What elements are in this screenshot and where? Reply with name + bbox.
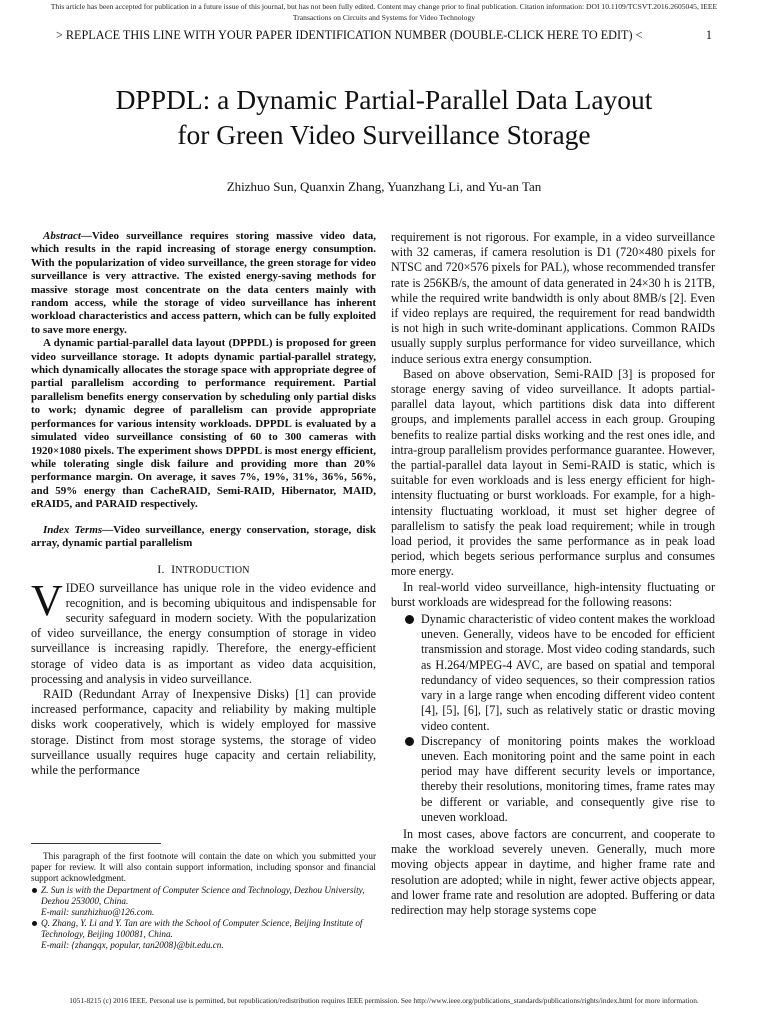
author-list: Zhizhuo Sun, Quanxin Zhang, Yuanzhang Li, and Yu-an Tan (226, 179, 542, 194)
drop-cap: V (31, 575, 63, 625)
affiliation-2-text: Q. Zhang, Y. Li and Y. Tan are with the School of Computer Science, Beijing Institute of Technology, Beijing 100081, China. (41, 918, 363, 940)
abstract-text-1: Video surveillance requires storing massive video data, which results in the rapid increasing of storage energy consumption. With the popularization of video surveillance, the green storage for video surveillance is very attractive. The existed energy-saving methods for massive storage most concentrate on the data centers mainly with random access, while the storage of video surveillance has inherent workload characteristics and access pattern, which can be fully exploited to save more energy. (31, 230, 376, 336)
list-item-text: Discrepancy of monitoring points makes the workload uneven. Each monitoring point and the same point in each period may have different security levels or importance, thereby their resolutions, monitoring times, frame rates may be different or variable, and consequently give rise to uneven workload. (421, 733, 715, 824)
affiliation-2 (31, 918, 376, 951)
affiliation-1 (31, 885, 376, 918)
affiliation-1-text: Z. Sun is with the Department of Computer Science and Technology, Dezhou University, Dezhou 253000, China. (41, 884, 365, 906)
intro-paragraph-1-text: IDEO surveillance has unique role in the video evidence and recognition, and is becoming ubiquitous and indispensable for security safeguard in modern society. With the popularization of video surveillance, the energy consumption of storage in video surveillance is increasing rapidly. Therefore, the energy-efficient storage of video data is as important as video data acquisition, processing and analysis in video surveillance. (31, 580, 376, 686)
running-head (56, 28, 712, 42)
index-terms-dash: — (102, 523, 114, 536)
running-head-text: > REPLACE THIS LINE WITH YOUR PAPER IDENTIFICATION NUMBER (DOUBLE-CLICK HERE TO EDIT) < (56, 28, 643, 42)
publication-banner (20, 2, 748, 23)
abstract-paragraph-1 (31, 230, 376, 337)
title-line-2: for Green Video Surveillance Storage (177, 119, 591, 150)
page-number: 1 (705, 28, 712, 42)
bullet-icon (32, 888, 37, 893)
section-heading-introduction (31, 562, 376, 578)
list-item (391, 612, 715, 734)
index-terms (31, 524, 376, 551)
copyright-footer: 1051-8215 (c) 2016 IEEE. Personal use is permitted, but republication/redistribution requires IEEE permission. See http://www.ieee.org/publications_standards/publications/rights/index.html for more information. (69, 996, 699, 1005)
right-paragraph-2: Based on above observation, Semi-RAID [3] is proposed for storage energy saving of video surveillance. It adopts partial-parallel data layout, which partitions disk data into different groups, and implements parallel access in each group. Grouping benefits to realize partial disks working and the rest ones idle, and intra-group parallelism provides performance guarantee. However, the partial-parallel data layout in Semi-RAID is static, which is suitable for even workloads and is less energy efficient for high-intensity fluctuating or burst workloads. For example, for a high-intensity fluctuating workload, it must set higher degree of parallelism to satisfy the peak load requirement; while in trough load period, it provides the same performance as in peak load period, which begets serious performance surplus and consumes more energy. (391, 366, 715, 579)
paper-title (40, 82, 728, 152)
left-column (31, 230, 376, 778)
intro-paragraph-2: RAID (Redundant Array of Inexpensive Disks) [1] can provide increased performance, capacity and reliability by making multiple disks work cooperatively, which is widely employed for massive storage. Distinct from most storage systems, the storage of video surveillance usually requires huge capacity and certain reliability, while the performance (31, 686, 376, 777)
intro-paragraph-1 (31, 575, 376, 687)
right-paragraph-1: requirement is not rigorous. For example, in a video surveillance with 32 cameras, if camera resolution is D1 (720×480 pixels for NTSC and 720×576 pixels for PAL), whose recommended transfer rate is 256KB/s, the amount of data generated in 24×30 h is 21TB, while the required write bandwidth is only about 8MB/s [2]. Even if video replays are required, the requirement for read bandwidth is not high in such write-dominant applications. Common RAIDs usually supply surplus performance for video surveillance, which induce serious extra energy consumption. (391, 230, 715, 366)
index-terms-text: Video surveillance, energy conservation, storage, disk array, dynamic partial parallelism (31, 523, 377, 549)
section-cap-letter: I (171, 562, 176, 577)
footnote-paragraph: This paragraph of the first footnote will contain the date on which you submitted your paper for review. It will also contain support information, including sponsor and financial support acknowledgment. (31, 851, 376, 883)
bullet-icon (32, 921, 37, 926)
section-numeral: I. (157, 562, 165, 577)
right-paragraph-4: In most cases, above factors are concurrent, and cooperate to make the workload severely uneven. Generally, much more moving objects appear in daytime, and higher frame rate and resolution are adopted; while in night, fewer active objects appear, and lower frame rate and resolution are adopted. Buffering or data redirection may help storage systems cope (391, 826, 715, 917)
footnote-rule (31, 843, 161, 844)
list-item-text: Dynamic characteristic of video content makes the workload uneven. Generally, videos have to be encoded for efficient transmission and storage. Most video coding standards, such as H.264/MPEG-4 AVC, are based on spatial and temporal redundancy of video sequences, so their compression ratios vary in a large range when encoding different video content [4], [5], [6], [7], such as relatively static or drastic moving video content. (421, 612, 715, 733)
reasons-list (391, 612, 715, 825)
right-column (391, 230, 715, 918)
bullet-icon (405, 615, 414, 624)
affiliation-1-email: E-mail: sunzhizhuo@126.com. (41, 906, 155, 917)
footnote (31, 851, 376, 952)
banner-line-2: Transactions on Circuits and Systems for Video Technology (292, 12, 476, 22)
abstract-dash: — (80, 230, 92, 242)
index-terms-label: Index Terms (43, 523, 103, 536)
affiliation-2-email: E-mail: {zhangqx, popular, tan2008}@bit.edu.cn. (41, 940, 224, 951)
abstract-paragraph-2: A dynamic partial-parallel data layout (DPPDL) is proposed for green video surveillance storage. It adopts dynamic partial-parallel strategy, which dynamically allocates the storage space with appropriate degree of partial parallelism according to performance requirement. Partial parallelism benefits energy conservation by scheduling only partial disks to work; dynamic degree of parallelism can provide appropriate performances for various intensity workloads. DPPDL is evaluated by a simulated video surveillance consisting of 60 to 300 cameras with 1920×1080 pixels. The experiment shows DPPDL is most energy efficient, while tolerating single disk failure and providing more than 20% performance margin. On average, it saves 7%, 19%, 31%, 36%, 56%, and 59% energy than CacheRAID, Semi-RAID, Hibernator, MAID, eRAID5, and PARAID respectively. (31, 337, 376, 511)
section-title-rest: NTRODUCTION (175, 565, 250, 577)
title-line-1: DPPDL: a Dynamic Partial-Parallel Data Layout (115, 84, 653, 115)
bullet-icon (405, 737, 414, 746)
abstract-label: Abstract (43, 230, 81, 242)
list-item (391, 734, 715, 825)
banner-line-1: This article has been accepted for publication in a future issue of this journal, but has not been fully edited. Content may change prior to final publication. Citation information: DOI 10.1109/TCSVT.2016.2605045, IEEE (50, 2, 718, 11)
right-paragraph-3: In real-world video surveillance, high-intensity fluctuating or burst workloads are widespread for the following reasons: (391, 579, 715, 609)
